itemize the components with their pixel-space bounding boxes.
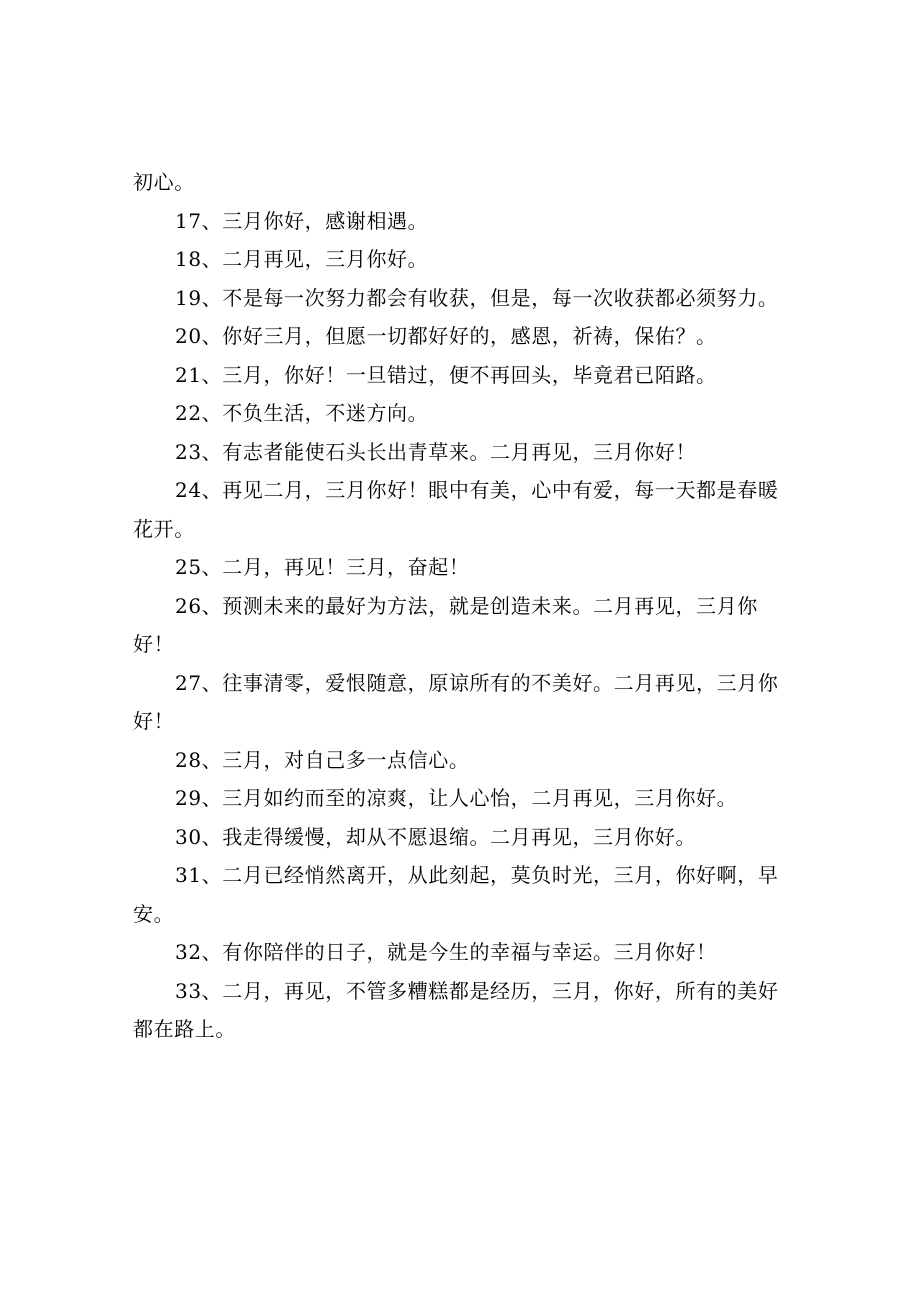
paragraph: 17、三月你好，感谢相遇。: [175, 208, 429, 233]
paragraph: 20、你好三月，但愿一切都好好的，感恩，祈祷，保佑？。: [175, 324, 717, 348]
paragraph: 33、二月，再见，不管多糟糕都是经历，三月，你好，所有的美好都在路上。: [133, 978, 779, 1041]
paragraph: 22、不负生活，不迷方向。: [175, 401, 429, 425]
document-body: [133, 163, 798, 1049]
paragraph: 初心。: [133, 170, 195, 194]
paragraph: 28、三月，对自己多一点信心。: [175, 747, 470, 772]
paragraph: 25、二月，再见！三月，奋起！: [175, 555, 470, 579]
paragraph: 30、我走得缓慢，却从不愿退缩。二月再见，三月你好。: [175, 824, 697, 849]
paragraph: 27、往事清零，爱恨随意，原谅所有的不美好。二月再见，三月你好！: [133, 670, 779, 733]
paragraph: 24、再见二月，三月你好！眼中有美，心中有爱，每一天都是春暖花开。: [133, 478, 779, 541]
paragraph: 18、二月再见，三月你好。: [175, 247, 429, 271]
paragraph: 32、有你陪伴的日子，就是今生的幸福与幸运。三月你好！: [175, 940, 717, 964]
paragraph: 21、三月，你好！一旦错过，便不再回头，毕竟君已陌路。: [175, 362, 717, 387]
paragraph: 19、不是每一次努力都会有收获，但是，每一次收获都必须努力。: [175, 285, 779, 310]
paragraph: 23、有志者能使石头长出青草来。二月再见，三月你好！: [175, 439, 697, 464]
paragraph: 29、三月如约而至的凉爽，让人心怡，二月再见，三月你好。: [175, 786, 738, 810]
paragraph: 26、预测未来的最好为方法，就是创造未来。二月再见，三月你好！: [133, 593, 758, 656]
paragraph: 31、二月已经悄然离开，从此刻起，莫负时光，三月，你好啊，早安。: [133, 863, 779, 926]
